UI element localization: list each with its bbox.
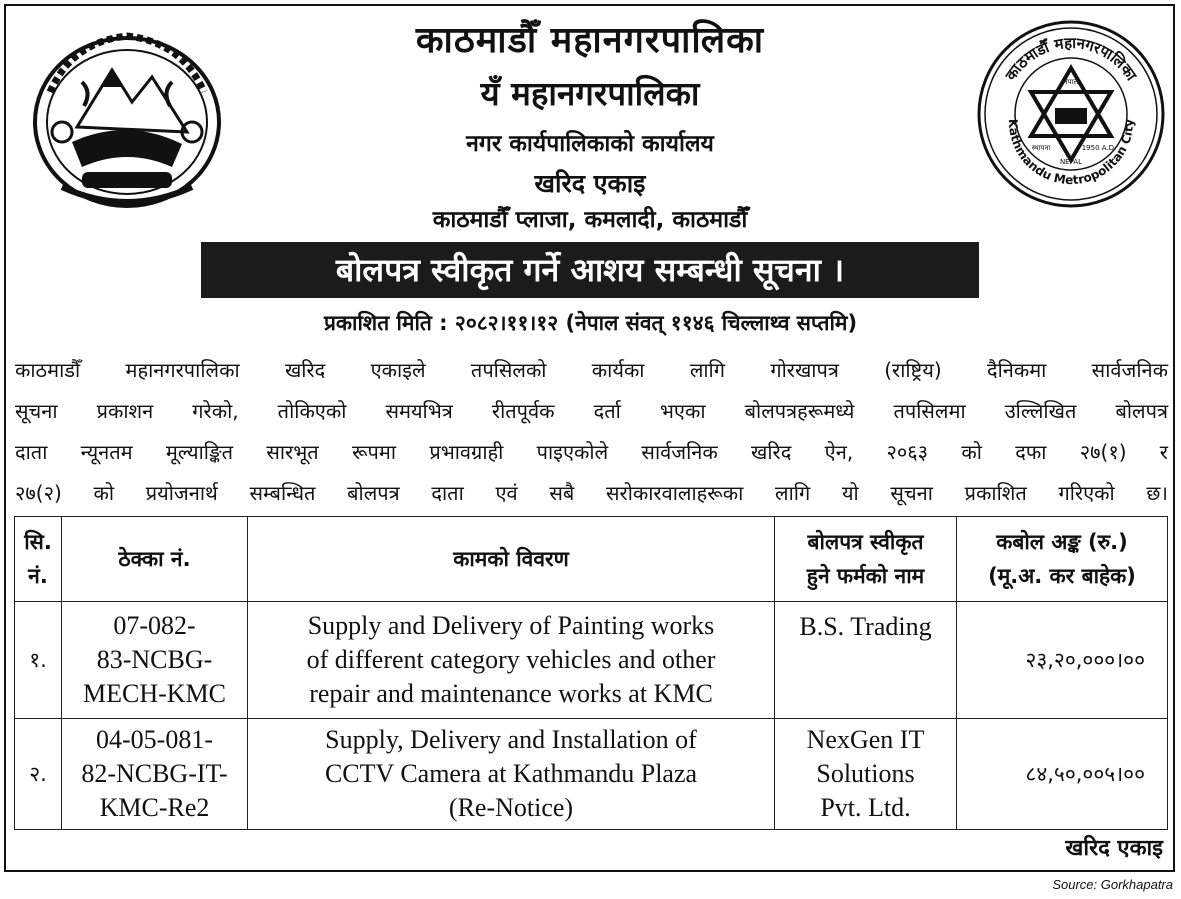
row-description bbox=[248, 719, 775, 830]
header-sn-line2: नं. bbox=[28, 564, 48, 588]
body-line-2: सूचना प्रकाशन गरेको, तोकिएको समयभित्र रीतपूर्वक दर्ता भएका बोलपत्रहरूमध्ये तपसिलमा उल्लिखित बोलपत्र bbox=[15, 399, 1168, 423]
seal-inner-left: स्थापना bbox=[1031, 144, 1051, 152]
description-line: Supply and Delivery of Painting works bbox=[307, 611, 715, 640]
row-amount: ८४,५०,००५।०० bbox=[957, 719, 1168, 830]
table-header-row bbox=[15, 517, 1168, 602]
award-table bbox=[14, 516, 1168, 830]
table-row bbox=[15, 602, 1168, 719]
contract-line: 04-05-081- bbox=[96, 725, 213, 754]
table-row bbox=[15, 719, 1168, 830]
row-firm bbox=[775, 602, 957, 719]
header-sn-line1: सि. bbox=[24, 530, 52, 554]
header-amount-line2: (मू.अ. कर बाहेक) bbox=[988, 564, 1136, 588]
contract-line: KMC-Re2 bbox=[99, 793, 210, 822]
svg-text:Kathmandu Metropolitan City bbox=[1006, 119, 1136, 187]
description-line: CCTV Camera at Kathmandu Plaza bbox=[324, 759, 698, 788]
contract-line: 07-082- bbox=[113, 611, 196, 640]
body-line-3: दाता न्यूनतम मूल्याङ्कित सारभूत रूपमा प्रभावग्राही पाइएकोले सार्वजनिक खरिद ऐन, २०६३ को दफा २७(१) र bbox=[15, 440, 1168, 464]
contract-line: 83-NCBG- bbox=[96, 645, 213, 674]
header-amount bbox=[957, 517, 1168, 602]
office-address: काठमाडौँ प्लाजा, कमलादी, काठमाडौँ bbox=[432, 207, 748, 233]
description-line: (Re-Notice) bbox=[448, 793, 574, 822]
contract-line: 82-NCBG-IT- bbox=[81, 759, 228, 788]
row-firm bbox=[775, 719, 957, 830]
description-line: repair and maintenance works at KMC bbox=[309, 679, 713, 708]
body-line-1: काठमाडौँ महानगरपालिका खरिद एकाइले तपसिलको कार्यका लागि गोरखापत्र (राष्ट्रिय) दैनिकमा सार्वजनिक bbox=[15, 358, 1168, 382]
body-line-4: २७(२) को प्रयोजनार्थ सम्बन्धित बोलपत्र दाता एवं सबै सरोकारवालाहरूका लागि यो सूचना प्रकाशित गरिएको छ। bbox=[15, 481, 1168, 505]
seal-top-text: काठमाडौँ महानगरपालिका bbox=[1001, 33, 1141, 84]
signature-unit: खरिद एकाइ bbox=[1065, 836, 1163, 861]
kmc-seal-icon bbox=[975, 18, 1167, 210]
header-contract: ठेक्का नं. bbox=[62, 517, 248, 602]
firm-line: B.S. Trading bbox=[799, 612, 932, 641]
notice-title-banner: बोलपत्र स्वीकृत गर्ने आशय सम्बन्धी सूचना । bbox=[201, 242, 979, 298]
contract-line: MECH-KMC bbox=[82, 679, 226, 708]
source-credit: Source: Gorkhapatra bbox=[1052, 877, 1173, 892]
header-sn bbox=[15, 517, 62, 602]
seal-inner-bottom: NEPAL bbox=[1059, 158, 1083, 166]
firm-line: NexGen IT bbox=[806, 725, 925, 754]
header-amount-line1: कबोल अङ्क (रु.) bbox=[996, 530, 1128, 554]
header-firm-line2: हुने फर्मको नाम bbox=[806, 564, 925, 588]
seal-inner-right: 1950 A.D. bbox=[1081, 144, 1117, 152]
firm-line: Pvt. Ltd. bbox=[820, 793, 911, 822]
row-sn: १. bbox=[15, 602, 62, 719]
row-description bbox=[248, 602, 775, 719]
nepal-emblem-icon bbox=[22, 22, 232, 218]
row-sn: २. bbox=[15, 719, 62, 830]
header-firm bbox=[775, 517, 957, 602]
seal-bottom-text: Kathmandu Metropolitan City bbox=[1005, 118, 1137, 188]
row-amount: २३,२०,०००।०० bbox=[957, 602, 1168, 719]
row-contract bbox=[62, 719, 248, 830]
row-contract bbox=[62, 602, 248, 719]
seal-inner-top: नेपाल bbox=[1063, 78, 1079, 86]
municipality-title-newari: यँ महानगरपालिका bbox=[480, 74, 700, 113]
description-line: of different category vehicles and other bbox=[306, 645, 716, 674]
firm-line: Solutions bbox=[816, 759, 915, 788]
municipality-title: काठमाडौँ महानगरपालिका bbox=[415, 20, 765, 61]
office-name: नगर कार्यपालिकाको कार्यालय bbox=[466, 131, 714, 157]
description-line: Supply, Delivery and Installation of bbox=[325, 725, 697, 754]
unit-name: खरिद एकाइ bbox=[534, 169, 646, 198]
header-firm-line1: बोलपत्र स्वीकृत bbox=[807, 530, 924, 554]
header-description: कामको विवरण bbox=[248, 517, 775, 602]
publish-date: प्रकाशित मिति : २०८२।११।१२ (नेपाल संवत् ११४६ चिल्लाथ्व सप्तमि) bbox=[323, 311, 858, 335]
